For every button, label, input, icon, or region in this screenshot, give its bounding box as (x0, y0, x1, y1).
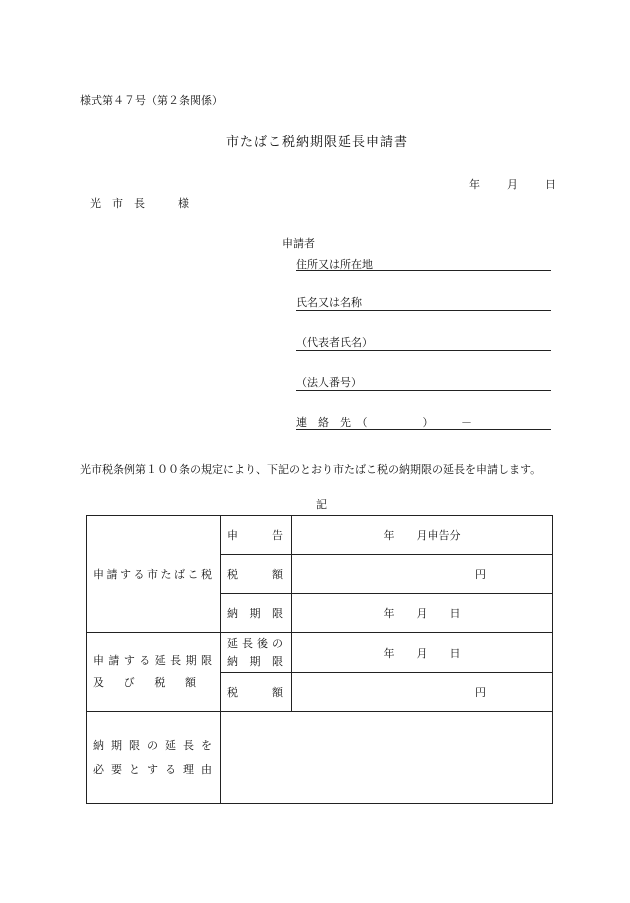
reason-value[interactable] (221, 712, 553, 804)
representative-field[interactable] (296, 350, 551, 351)
reason-label (87, 712, 221, 804)
ki-heading: 記 (316, 498, 327, 511)
yen-unit: 円 (475, 686, 486, 699)
date-line (469, 178, 556, 192)
declaration-label: 申 告 (221, 516, 292, 555)
table-row (87, 712, 553, 804)
document-title: 市たばこ税納期限延長申請書 (226, 135, 409, 150)
section2-label-line1: 申請する延長期限 (93, 654, 214, 667)
reason-label-line2: 必要とする理由 (93, 762, 214, 776)
address-field[interactable] (296, 270, 551, 271)
extended-due-label-line2: 納 期 限 (227, 654, 285, 668)
extended-due-label-line1: 延長後の (227, 636, 285, 650)
extended-due-label (221, 633, 292, 673)
contact-label: 連 絡 先 （ ） － (296, 416, 472, 429)
section2-label (87, 633, 221, 712)
request-table (86, 515, 553, 804)
corporate-number-label: （法人番号） (296, 376, 362, 389)
tax-amount-label: 税 額 (221, 555, 292, 594)
declaration-value[interactable]: 年 月申告分 (292, 516, 553, 555)
applicant-label: 申請者 (282, 237, 315, 250)
section2-label-line2: 及び税額 (93, 676, 198, 689)
representative-label: （代表者氏名） (296, 336, 373, 349)
name-label: 氏名又は名称 (296, 296, 362, 309)
reason-label-line1: 納期限の延長を (93, 738, 214, 752)
form-number: 様式第４７号（第２条関係） (80, 94, 223, 107)
table-row (87, 633, 553, 673)
address-label: 住所又は所在地 (296, 258, 373, 271)
due-date-value[interactable]: 年 月 日 (292, 594, 553, 633)
date-year[interactable]: 年 (469, 178, 480, 191)
due-date-label: 納 期 限 (221, 594, 292, 633)
body-text: 光市税条例第１００条の規定により、下記のとおり市たばこ税の納期限の延長を申請します。 (80, 463, 542, 476)
tax-amount-value[interactable] (292, 555, 553, 594)
yen-unit: 円 (475, 568, 486, 581)
date-month[interactable]: 月 (507, 178, 518, 191)
tax-amount2-value[interactable] (292, 673, 553, 712)
addressee: 光 市 長 様 (90, 197, 189, 210)
corporate-number-field[interactable] (296, 390, 551, 391)
section1-label: 申請する市たばこ税 (87, 516, 221, 633)
name-field[interactable] (296, 310, 551, 311)
contact-field[interactable] (296, 429, 551, 430)
table-row (87, 516, 553, 555)
extended-due-value[interactable]: 年 月 日 (292, 633, 553, 673)
date-day[interactable]: 日 (545, 178, 556, 191)
tax-amount2-label: 税 額 (221, 673, 292, 712)
